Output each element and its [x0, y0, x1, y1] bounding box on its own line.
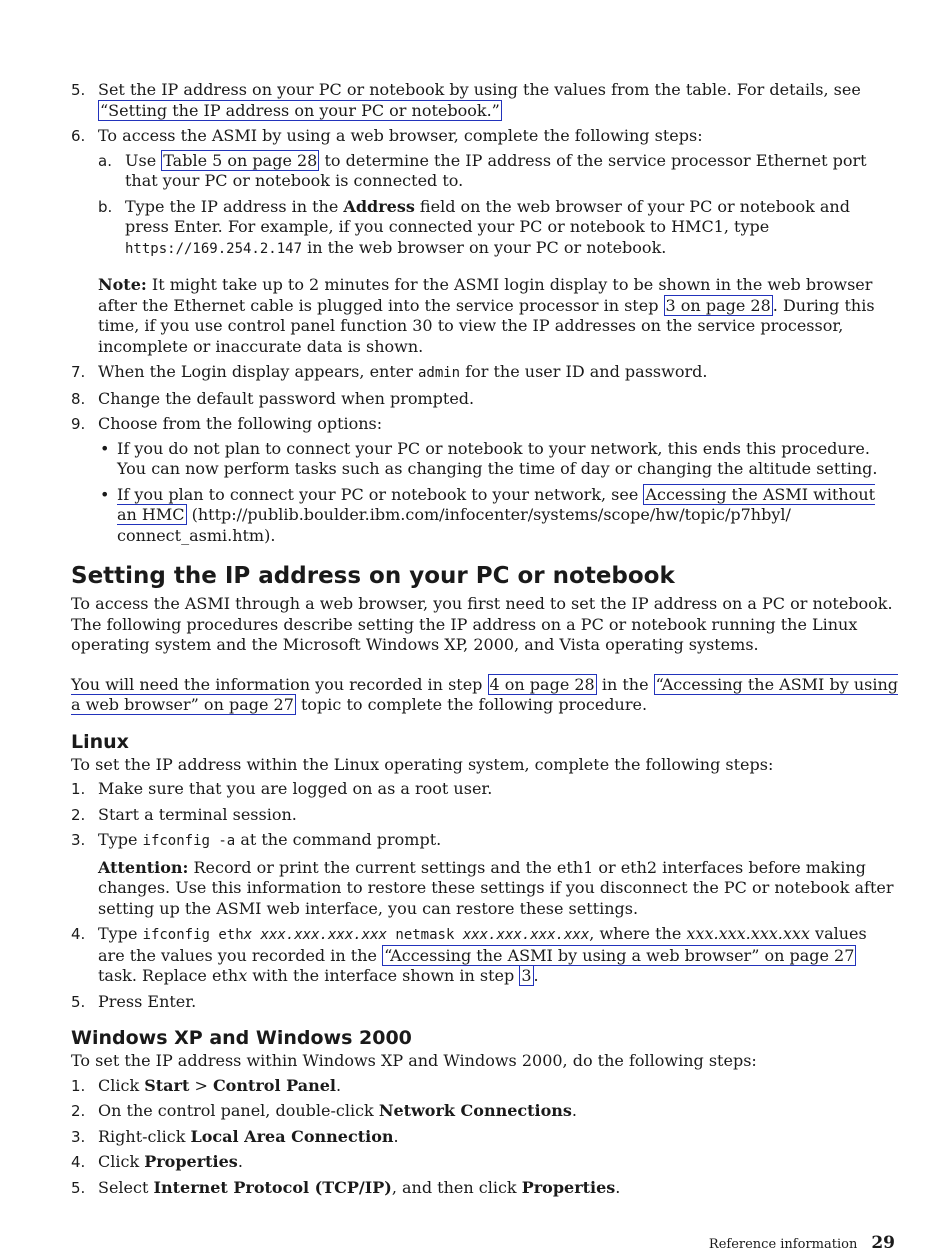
step-6-substeps: [98, 151, 898, 260]
link-accessing-asmi-web-browser[interactable]: “Accessing the ASMI by using a web browser” on page 27: [71, 674, 898, 714]
link-linux-step-3[interactable]: 3: [521, 966, 532, 985]
linux-intro: To set the IP address within the Linux operating system, complete the following steps:: [71, 754, 774, 774]
link-step-3[interactable]: 3 on page 28: [665, 295, 771, 315]
link-table-5[interactable]: Table 5 on page 28: [163, 150, 318, 170]
section-intro: To access the ASMI through a web browser, you first need to set the IP address on a PC or notebook. The following procedures describe setting the IP address on a PC or notebook running the Linux operating system and the Microsoft Windows XP, 2000, and Vista operating systems.: [71, 594, 893, 654]
link-setting-ip-address[interactable]: “Setting the IP address on your PC or notebook.”: [100, 100, 500, 120]
ifconfig-code: ifconfig -a: [142, 833, 236, 849]
linux-step-4: 4. Type ifconfig ethx xxx.xxx.xxx.xxx netmask xxx.xxx.xxx.xxx, where the xxx.xxx.xxx.xxx values are the values you recorded in the “Accessing the ASMI by using a web browser” on page 27 task. Replace ethx with the interface shown in step 3 .: [71, 924, 867, 985]
page-footer: [709, 1233, 895, 1256]
option-no-network: • If you do not plan to connect your PC or notebook to your network, this ends this procedure. You can now perform tasks such as changing the time of day or changing the altitude setting.: [100, 438, 878, 478]
step-6b: b. Type the IP address in the Address field on the web browser of your PC or notebook and press Enter. For example, if you connected your PC or notebook to HMC1, type https://169.254.2.147 in the web browser on your PC or notebook.: [98, 196, 850, 257]
option-connect-network: • If you plan to connect your PC or notebook to your network, see Accessing the ASMI without an HMC (http://publib.boulder.ibm.com/infocenter/systems/scope/hw/topic/p7hbyl/ connect_asmi.htm).: [100, 484, 876, 545]
windows-step-1: 1. Click Start > Control Panel.: [71, 1075, 342, 1095]
windows-steps-list: [71, 1076, 898, 1199]
windows-step-2: 2. On the control panel, double-click Network Connections.: [71, 1101, 578, 1120]
admin-code: admin: [417, 365, 461, 381]
step-6a: a. Use Table 5 on page 28 to determine the IP address of the service processor Ethernet port that your PC or notebook is connected to.: [98, 150, 867, 190]
attention-block: Attention: Record or print the current settings and the eth1 or eth2 interfaces before making changes. Use this information to restore these settings if you disconnect the PC or notebook after setting up the ASMI web interface, you can restore these settings.: [98, 857, 894, 918]
asmi-steps-list: [71, 80, 898, 546]
step-6: 6. To access the ASMI by using a web browser, complete the following steps: a. Use Table 5 on page 28 to determine the IP address of the service processor Ethernet port that your PC or notebook is connected to. b. Type the IP address in the Address field on the web browser of your PC or notebook and press Enter. For example, if you connected your PC or notebook to HMC1, type https://169.254.2.147 in the web browser on your PC or notebook. Note: It might take up to 2 minutes for the ASMI login display to be shown in the web browser after the Ethernet cable is plugged into the service processor in step 3 on page 28 . During this time, if you use control panel function 30 to view the IP addresses on the service processor, incomplete or inaccurate data is shown.: [71, 126, 898, 357]
link-step-4[interactable]: 4 on page 28: [489, 674, 595, 694]
step-8: 8. Change the default password when prompted.: [71, 388, 475, 408]
windows-heading: Windows XP and Windows 2000: [71, 1027, 412, 1049]
linux-step-1: 1. Make sure that you are logged on as a root user.: [71, 779, 493, 798]
linux-steps-list: [71, 779, 898, 1012]
options-list: [98, 439, 898, 547]
windows-step-4: 4. Click Properties.: [71, 1152, 243, 1171]
link-accessing-asmi-web-browser-2[interactable]: “Accessing the ASMI by using a web browser” on page 27: [384, 945, 855, 965]
page-number: 29: [871, 1233, 895, 1253]
linux-heading: Linux: [71, 730, 129, 753]
windows-step-3: 3. Right-click Local Area Connection.: [71, 1126, 399, 1146]
linux-step-5: 5. Press Enter.: [71, 991, 197, 1011]
section-heading: Setting the IP address on your PC or notebook: [71, 563, 675, 589]
section-info-paragraph: You will need the information you recorded in step 4 on page 28 in the “Accessing the ASMI by using a web browser” on page 27 topic to complete the following procedure.: [71, 674, 898, 714]
step-7: 7. When the Login display appears, enter admin for the user ID and password.: [71, 362, 708, 381]
linux-step-2: 2. Start a terminal session.: [71, 804, 297, 824]
windows-step-5: 5. Select Internet Protocol (TCP/IP), and then click Properties.: [71, 1177, 621, 1197]
example-url-code: https://169.254.2.147: [125, 240, 303, 257]
link-accessing-asmi-without-hmc[interactable]: Accessing the ASMI without an HMC: [117, 484, 876, 524]
linux-step-3: 3. Type ifconfig -a at the command prompt. Attention: Record or print the current settings and the eth1 or eth2 interfaces before making changes. Use this information to restore these settings if you disconnect the PC or notebook after setting up the ASMI web interface, you can restore these settings.: [71, 830, 898, 919]
note-block: Note: It might take up to 2 minutes for the ASMI login display to be shown in the web browser after the Ethernet cable is plugged into the service processor in step 3 on page 28 . During this time, if you use control panel function 30 to view the IP addresses on the service processor, incomplete or inaccurate data is shown.: [98, 275, 875, 356]
step-5: 5. Set the IP address on your PC or notebook by using the values from the table. For details, see “Setting the IP address on your PC or notebook.”: [71, 80, 861, 120]
step-9: 9. Choose from the following options: • If you do not plan to connect your PC or notebook to your network, this ends this procedure. You can now perform tasks such as changing the time of day or changing the altitude setting. • If you plan to connect your PC or notebook to your network, see Accessing the ASMI without an HMC (http://publib.boulder.ibm.com/infocenter/systems/scope/hw/topic/p7hbyl/ connect_asmi.htm).: [71, 414, 898, 546]
footer-text: Reference information: [708, 1237, 858, 1252]
windows-intro: To set the IP address within Windows XP and Windows 2000, do the following steps:: [71, 1051, 757, 1070]
page-content: [71, 80, 898, 1203]
